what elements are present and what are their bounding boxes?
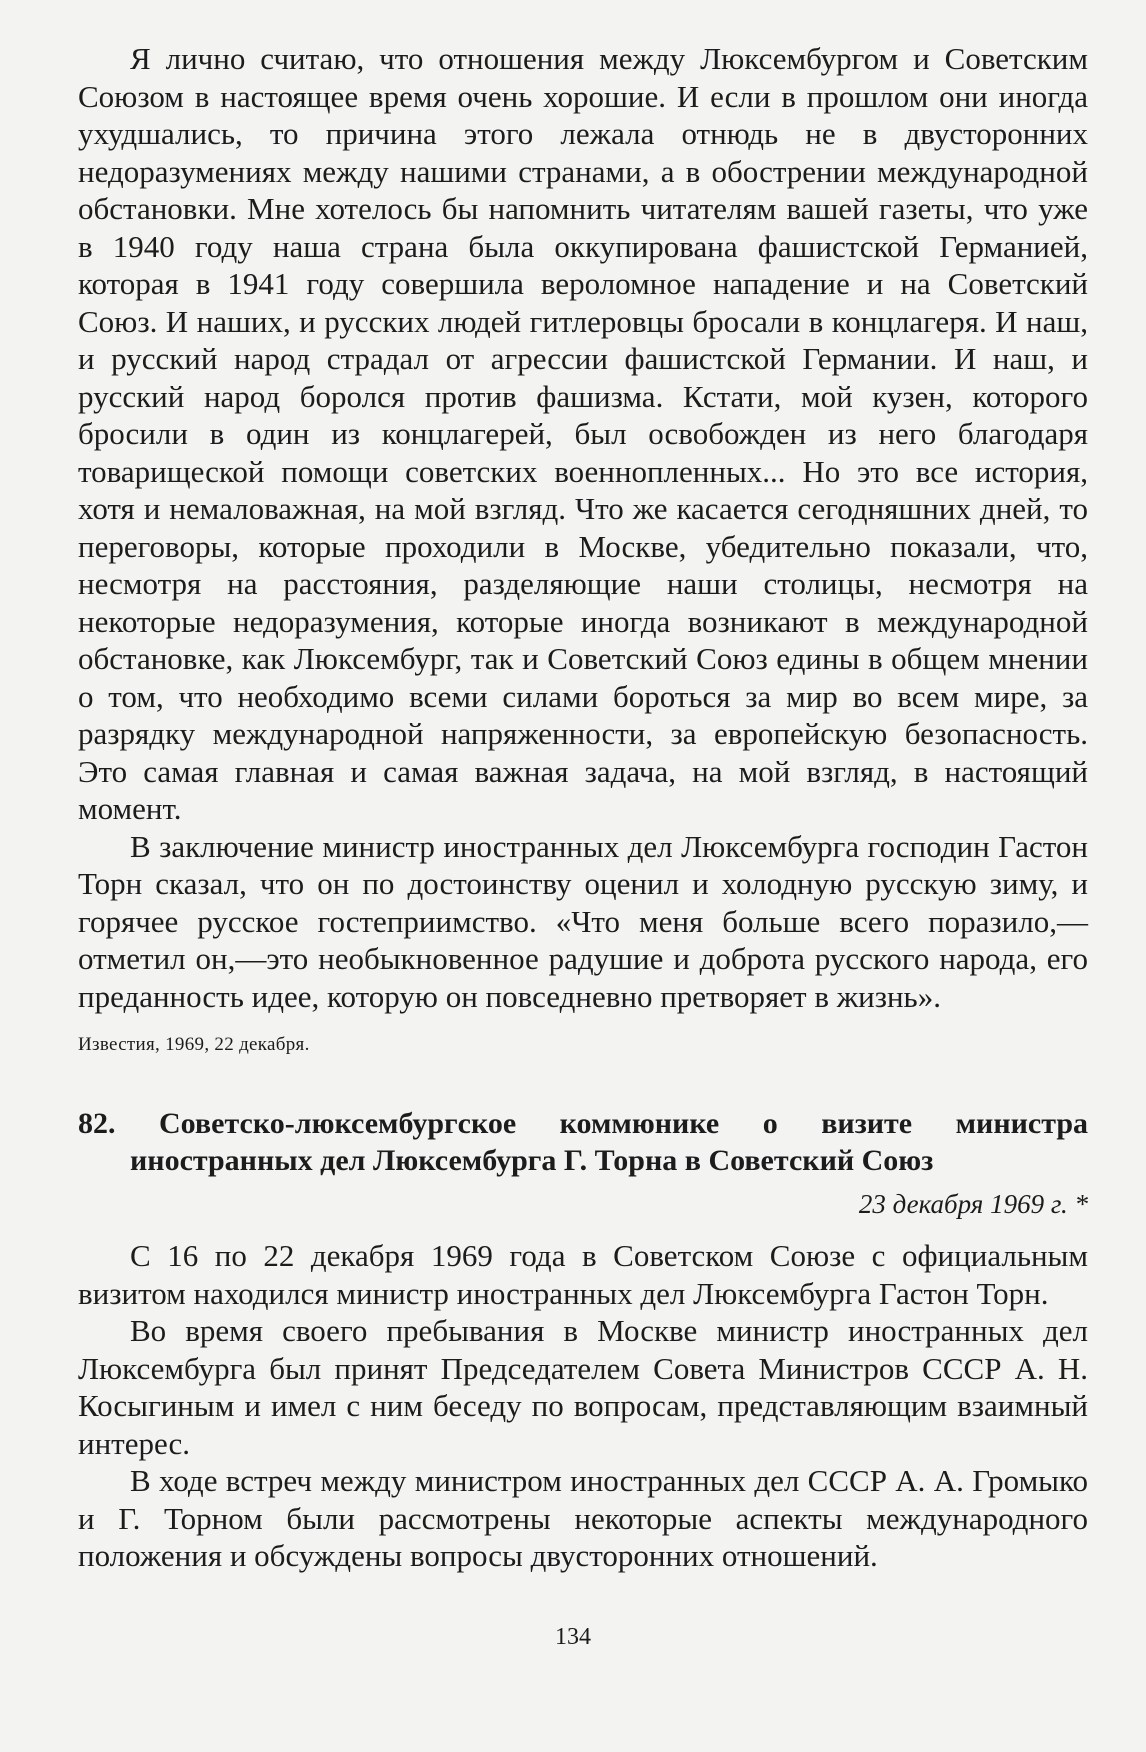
source-citation: Известия, 1969, 22 декабря. — [78, 1034, 310, 1055]
body-paragraph-1: Я лично считаю, что отношения между Люксембургом и Советским Союзом в настоящее время очень хорошие. И если в прошлом они иногда ухудшались, то причина этого лежала отнюдь не в двусторонних недоразумениях между нашими странами, а в обострении международной обстановки. Мне хотелось бы напомнить читателям вашей газеты, что уже в 1940 году наша страна была оккупирована фашистской Германией, которая в 1941 году совершила вероломное нападение и на Советский Союз. И наших, и русских людей гитлеровцы бросали в концлагеря. И наш, и русский народ страдал от агрессии фашистской Германии. И наш, и русский народ боролся против фашизма. Кстати, мой кузен, которого бросили в один из концлагерей, был освобожден из него благодаря товарищеской помощи советских военнопленных... Но это все история, хотя и немаловажная, на мой взгляд. Что же касается сегодняшних дней, то переговоры, которые проходили в Москве, убедительно показали, что, несмотря на расстояния, разделяющие наши столицы, несмотря на некоторые недоразумения, которые иногда возникают в международной обстановке, как Люксембург, так и Советский Союз едины в общем мнении о том, что необходимо всеми силами бороться за мир во всем мире, за разрядку международной напряженности, за европейскую безопасность. Это самая главная и самая важная задача, на мой взгляд, в настоящий момент. — [78, 41, 1088, 826]
document-paragraph-1: С 16 по 22 декабря 1969 года в Советском Союзе с официальным визитом находился министр иностранных дел Люксембурга Гастон Торн. — [78, 1238, 1088, 1311]
document-heading: 82. Советско-люксембургское коммюнике о визите министра иностранных дел Люксембурга Г. Торна в Советский Союз — [78, 1107, 1088, 1177]
document-date: 23 декабря 1969 г. * — [858, 1189, 1088, 1219]
document-paragraph-2: Во время своего пребывания в Москве министр иностранных дел Люксембурга был принят Председателем Совета Министров СССР А. Н. Косыгиным и имел с ним беседу по вопросам, представляющим взаимный интерес. — [78, 1313, 1088, 1461]
body-paragraph-2: В заключение министр иностранных дел Люксембурга господин Гастон Торн сказал, что он по достоинству оценил и холодную русскую зиму, и горячее русское гостеприимство. «Что меня больше всего поразило,—отметил он,—это необыкновенное радушие и доброта русского народа, его преданность идее, которую он повседневно претворяет в жизнь». — [78, 828, 1088, 1014]
document-paragraph-3: В ходе встреч между министром иностранных дел СССР А. А. Громыко и Г. Торном были рассмотрены некоторые аспекты международного положения и обсуждены вопросы двусторонних отношений. — [78, 1463, 1088, 1573]
page-content — [78, 40, 1088, 1575]
page-number: 134 — [555, 1624, 591, 1650]
